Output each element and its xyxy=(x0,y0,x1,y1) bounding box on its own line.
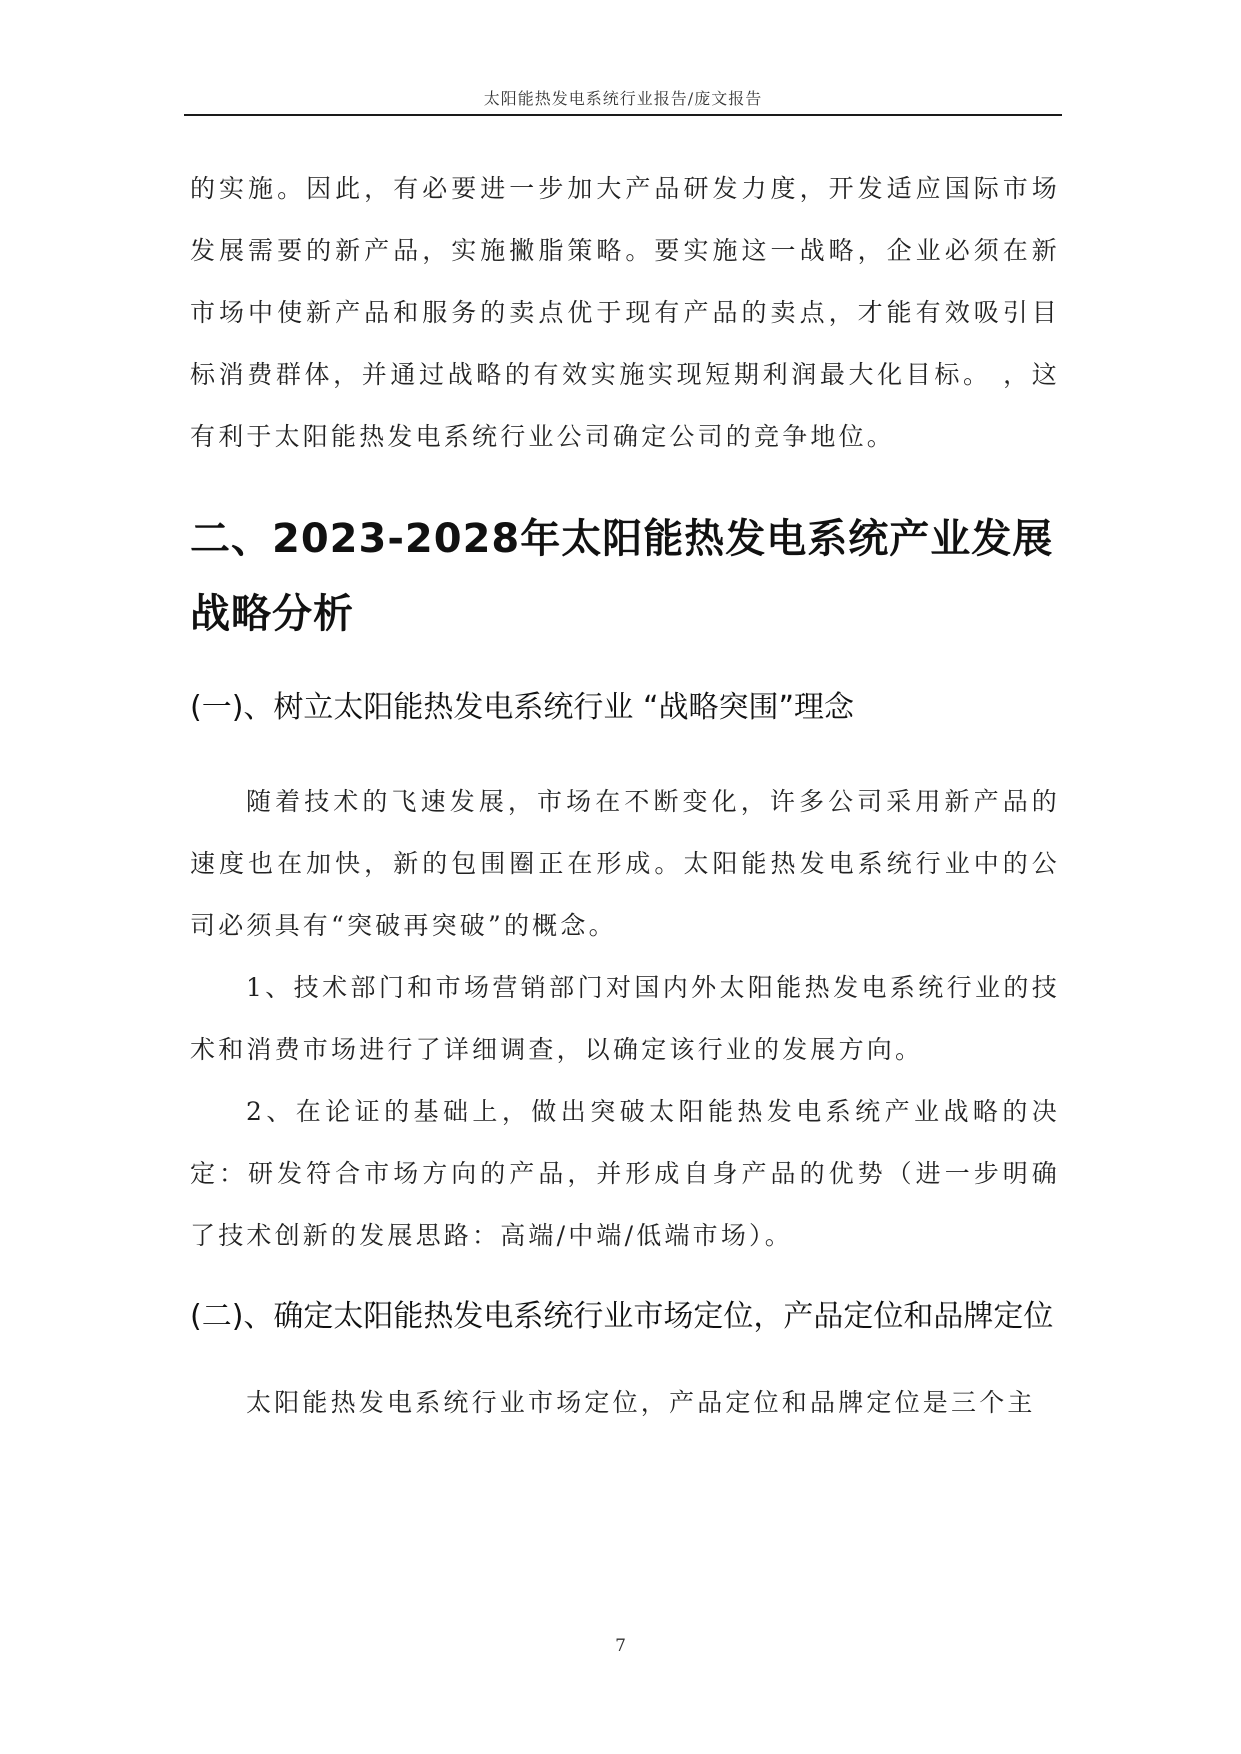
body-paragraph: 的实施。因此，有必要进一步加大产品研发力度，开发适应国际市场发展需要的新产品，实施撇脂策略。要实施这一战略，企业必须在新市场中使新产品和服务的卖点优于现有产品的卖点，才能有效吸引目标消费群体，并通过战略的有效实施实现短期利润最大化目标。 ，这有利于太阳能热发电系统行业公司确定公司的竞争地位。 xyxy=(190,174,1060,451)
body-paragraph: 太阳能热发电系统行业市场定位，产品定位和品牌定位是三个主 xyxy=(246,1388,1036,1417)
list-paragraph-2: 2、在论证的基础上，做出突破太阳能热发电系统产业战略的决定：研发符合市场方向的产品，并形成自身产品的优势（进一步明确了技术创新的发展思路：高端/中端/低端市场）。 xyxy=(190,1097,1060,1250)
list-paragraph-1: 1、技术部门和市场营销部门对国内外太阳能热发电系统行业的技术和消费市场进行了详细调查，以确定该行业的发展方向。 xyxy=(190,973,1060,1064)
body-paragraph: 随着技术的飞速发展，市场在不断变化，许多公司采用新产品的速度也在加快，新的包围圈正在形成。太阳能热发电系统行业中的公司必须具有“突破再突破”的概念。 xyxy=(190,787,1060,940)
header-divider xyxy=(184,114,1062,116)
subsection-heading-2: (二)、确定太阳能热发电系统行业市场定位，产品定位和品牌定位 xyxy=(190,1299,1054,1334)
section-heading: 二、2023-2028年太阳能热发电系统产业发展战略分析 xyxy=(190,516,1054,637)
page-body xyxy=(190,158,1060,1434)
running-header: 太阳能热发电系统行业报告/庞文报告 xyxy=(483,89,763,108)
page-number: 7 xyxy=(615,1636,626,1656)
subsection-heading-1: (一)、树立太阳能热发电系统行业 “战略突围”理念 xyxy=(190,690,855,725)
